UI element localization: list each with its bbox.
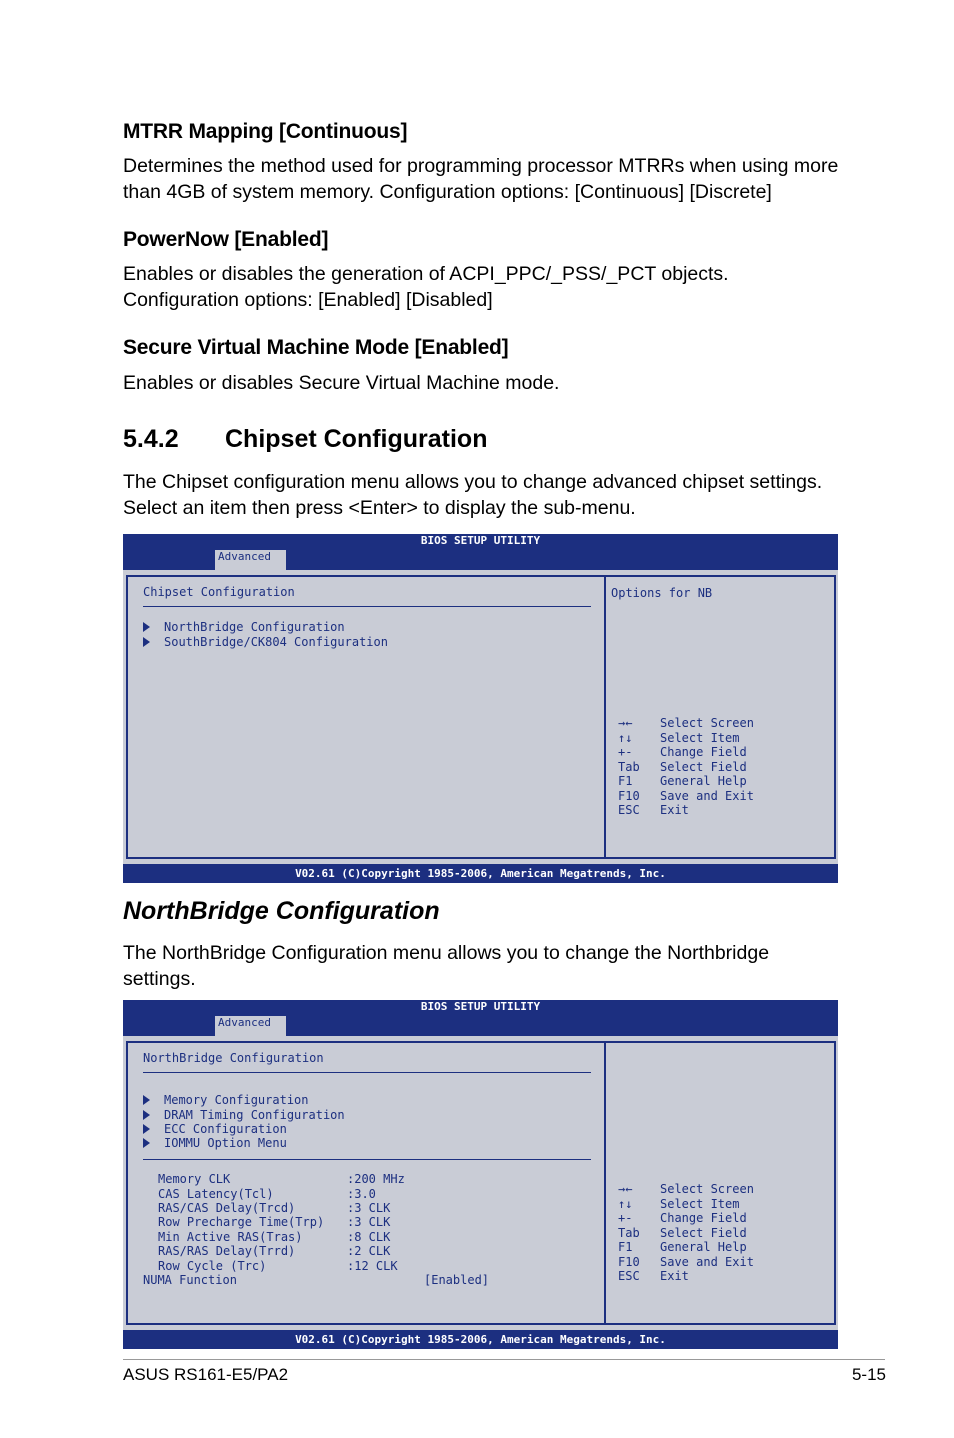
bios-title-rule xyxy=(143,606,591,607)
bios-section-rule xyxy=(143,1159,591,1160)
menu-item-label: ECC Configuration xyxy=(164,1122,287,1136)
bios-divider xyxy=(604,1043,606,1323)
setting-ras-cas-delay-value: :3 CLK xyxy=(347,1201,391,1215)
bios-screen-chipset xyxy=(123,534,838,883)
bios-panel-title: Chipset Configuration xyxy=(143,585,295,599)
setting-row-cycle-value: :12 CLK xyxy=(347,1259,398,1273)
menu-item-label: Memory Configuration xyxy=(164,1093,309,1107)
key-row: F1 General Help xyxy=(618,1240,747,1254)
key-row: ESC Exit xyxy=(618,1269,689,1283)
bios-screen-northbridge xyxy=(123,1000,838,1349)
key-row: →← Select Screen xyxy=(618,1182,754,1196)
key-row: +- Change Field xyxy=(618,1211,747,1225)
submenu-arrow-icon xyxy=(143,622,150,632)
mtrr-heading: MTRR Mapping [Continuous] xyxy=(123,120,408,143)
menu-item-southbridge[interactable] xyxy=(143,635,388,649)
menu-item-label: SouthBridge/CK804 Configuration xyxy=(164,635,388,649)
submenu-arrow-icon xyxy=(143,1110,150,1120)
menu-item-iommu[interactable] xyxy=(143,1136,287,1150)
menu-item-label: DRAM Timing Configuration xyxy=(164,1108,345,1122)
setting-row-precharge-value: :3 CLK xyxy=(347,1215,391,1229)
key-row: ESC Exit xyxy=(618,803,689,817)
bios-divider xyxy=(604,577,606,857)
key-row: →← Select Screen xyxy=(618,716,754,730)
chipset-description: The Chipset configuration menu allows you to change advanced chipset settings. Select an item then press <Enter> to display the sub-menu. xyxy=(123,471,823,519)
section-number: 5.4.2 xyxy=(123,425,179,453)
setting-numa-function-value[interactable]: [Enabled] xyxy=(424,1273,490,1287)
key-row: ↑↓ Select Item xyxy=(618,1196,740,1211)
menu-item-label: IOMMU Option Menu xyxy=(164,1136,287,1150)
bios-title-rule xyxy=(143,1072,591,1073)
footer-page-number: 5-15 xyxy=(851,1365,886,1384)
menu-item-northbridge[interactable] xyxy=(143,620,345,634)
setting-ras-ras-delay: RAS/RAS Delay(Trrd) xyxy=(158,1244,296,1258)
submenu-arrow-icon xyxy=(143,1095,150,1105)
setting-cas-latency: CAS Latency(Tcl) xyxy=(158,1187,274,1201)
setting-cas-latency-value: :3.0 xyxy=(347,1187,376,1201)
menu-item-dram-timing[interactable] xyxy=(143,1108,345,1122)
key-row: F10 Save and Exit xyxy=(618,1254,754,1269)
mtrr-description: Determines the method used for programming processor MTRRs when using more than 4GB of system memory. Configuration options: [Continuous] [Discrete] xyxy=(123,155,839,203)
section-title: Chipset Configuration xyxy=(225,425,488,453)
northbridge-heading: NorthBridge Configuration xyxy=(123,897,440,925)
powernow-heading: PowerNow [Enabled] xyxy=(123,228,329,251)
svm-description: Enables or disables Secure Virtual Machine mode. xyxy=(123,372,560,394)
setting-row-cycle: Row Cycle (Trc) xyxy=(158,1259,267,1273)
setting-row-precharge: Row Precharge Time(Trp) xyxy=(158,1215,325,1229)
menu-item-ecc-config[interactable] xyxy=(143,1122,287,1136)
bios-panel-title: NorthBridge Configuration xyxy=(143,1051,324,1065)
svm-heading: Secure Virtual Machine Mode [Enabled] xyxy=(123,336,509,359)
setting-ras-cas-delay: RAS/CAS Delay(Trcd) xyxy=(158,1201,296,1215)
bios-main-frame xyxy=(126,575,836,859)
setting-memory-clk: Memory CLK xyxy=(158,1172,231,1186)
menu-item-memory-config[interactable] xyxy=(143,1093,309,1107)
setting-min-active-ras-value: :8 CLK xyxy=(347,1230,391,1244)
powernow-description-1: Enables or disables the generation of ACPI_PPC/_PSS/_PCT objects. xyxy=(123,263,729,285)
setting-ras-ras-delay-value: :2 CLK xyxy=(347,1244,391,1258)
setting-min-active-ras: Min Active RAS(Tras) xyxy=(158,1230,303,1244)
setting-numa-function[interactable]: NUMA Function xyxy=(143,1273,237,1287)
key-row: F10 Save and Exit xyxy=(618,788,754,803)
submenu-arrow-icon xyxy=(143,1138,150,1148)
tab-advanced[interactable]: Advanced xyxy=(215,1016,286,1036)
key-row: +- Change Field xyxy=(618,745,747,759)
key-row: F1 General Help xyxy=(618,774,747,788)
bios-main-frame xyxy=(126,1041,836,1325)
key-row: Tab Select Field xyxy=(618,1225,747,1240)
bios-utility-title: BIOS SETUP UTILITY xyxy=(420,1000,541,1013)
footer-rule xyxy=(123,1359,885,1360)
bios-footer: V02.61 (C)Copyright 1985-2006, American Megatrends, Inc. xyxy=(123,1330,838,1349)
northbridge-description: The NorthBridge Configuration menu allows you to change the Northbridge settings. xyxy=(123,942,770,990)
tab-advanced[interactable]: Advanced xyxy=(215,550,286,570)
bios-footer: V02.61 (C)Copyright 1985-2006, American Megatrends, Inc. xyxy=(123,864,838,883)
menu-item-label: NorthBridge Configuration xyxy=(164,620,345,634)
footer-model: ASUS RS161-E5/PA2 xyxy=(123,1365,289,1384)
key-row: ↑↓ Select Item xyxy=(618,730,740,745)
bios-help-title: Options for NB xyxy=(611,586,713,600)
setting-memory-clk-value: :200 MHz xyxy=(347,1172,405,1186)
chipset-section-heading xyxy=(123,425,487,454)
bios-utility-title: BIOS SETUP UTILITY xyxy=(420,534,541,547)
submenu-arrow-icon xyxy=(143,637,150,647)
submenu-arrow-icon xyxy=(143,1124,150,1134)
powernow-description-2: Configuration options: [Enabled] [Disabled] xyxy=(123,289,493,311)
key-row: Tab Select Field xyxy=(618,759,747,774)
